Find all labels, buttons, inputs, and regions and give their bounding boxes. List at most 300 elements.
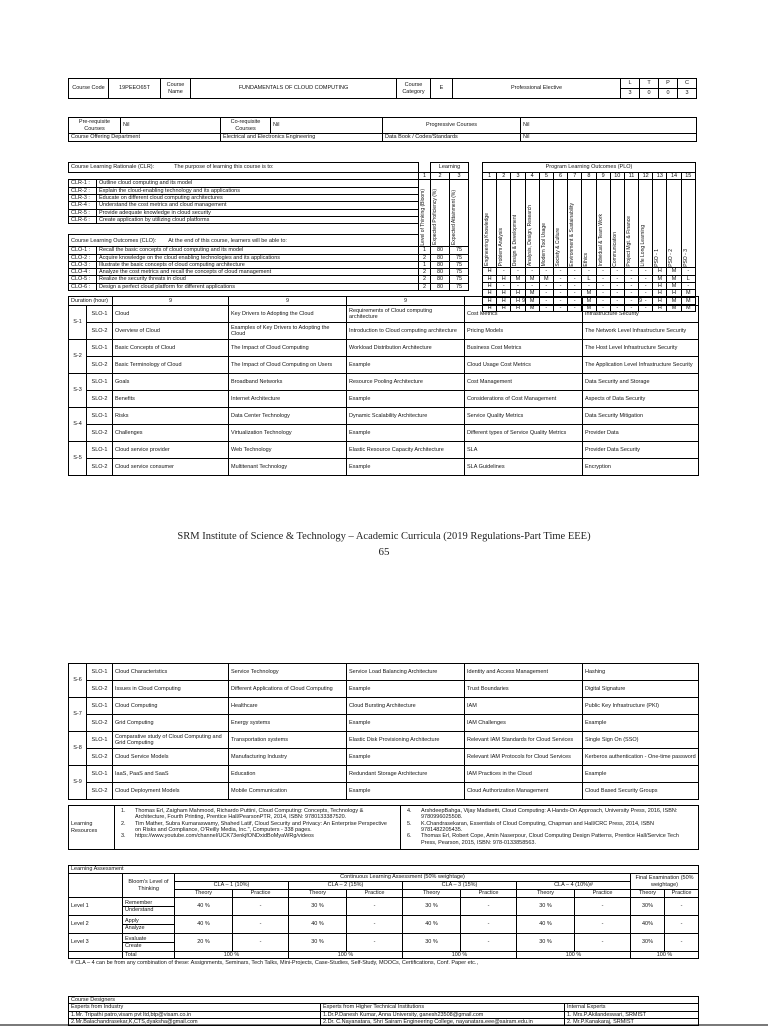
plo-value: M	[525, 290, 539, 297]
clo-level: 80	[431, 247, 450, 254]
clo-id: CLO-6 :	[69, 283, 97, 290]
bloom-level-names	[123, 934, 175, 952]
clo-level: 2	[419, 283, 431, 290]
assessment-value: -	[575, 916, 631, 934]
session-topic: Cloud Authorization Management	[465, 783, 583, 800]
plo-num: 4	[525, 173, 539, 180]
plo-head: Design & Development	[512, 215, 519, 267]
assessment-table	[68, 865, 699, 967]
assessment-value: 40 %	[403, 916, 461, 934]
learning-head: Level of Thinking (Bloom)	[420, 188, 426, 246]
plo-head-cell	[568, 180, 582, 268]
clo-level: 75	[450, 283, 469, 290]
plo-value: -	[639, 268, 653, 275]
session-topic: Provider Data Security	[583, 442, 699, 459]
session-topic: IAM Challenges	[465, 715, 583, 732]
assessment-value: 30%	[631, 934, 665, 952]
theory-label: Theory	[289, 890, 347, 898]
resource-text: Tim Mather, Subra Kumaraswamy, Shahed Latif, Cloud Security and Privacy: An Enterprise Perspective on Risks and Compliance, O'Reilly Media, Inc.", Computers - 338 pages.	[135, 820, 387, 833]
session-topic: Multitenant Technology	[229, 459, 347, 476]
bloom-name: Create	[125, 943, 142, 949]
session-topic: Key Drivers to Adopting the Cloud	[229, 306, 347, 323]
session-topic: Introduction to Cloud computing architecture	[347, 323, 465, 340]
learning-num: 1	[419, 173, 431, 180]
session-topic: Cloud Service Models	[113, 749, 229, 766]
session-topic: Example	[347, 715, 465, 732]
plo-value: -	[568, 268, 582, 275]
prereq-label: Pre-requisite Courses	[69, 118, 121, 134]
plo-head-cell	[596, 180, 610, 268]
session-topic: Cost Metrics	[465, 306, 583, 323]
plo-value: H	[653, 290, 667, 297]
clo-level: 80	[431, 254, 450, 261]
plo-value: M	[525, 304, 539, 311]
plo-value: M	[681, 290, 695, 297]
plo-value: M	[681, 304, 695, 311]
learning-head: Expected Proficiency (%)	[432, 189, 438, 246]
resources-right-list	[405, 808, 694, 846]
session-topic: Overview of Cloud	[113, 323, 229, 340]
plo-value: -	[610, 304, 624, 311]
slo-label: SLO-1	[87, 664, 113, 681]
clr-text: Understand the cost metrics and cloud management	[97, 202, 419, 209]
duration-value: 9	[347, 297, 465, 306]
plo-value: -	[596, 275, 610, 282]
session-topic: Example	[347, 783, 465, 800]
session-topic: Public Key Infrastructure (PKI)	[583, 698, 699, 715]
plo-value: -	[610, 282, 624, 289]
session-topic: Examples of Key Drivers to Adopting the Cloud	[229, 323, 347, 340]
plo-value: M	[525, 275, 539, 282]
ltpc-value: 0	[659, 89, 678, 99]
session-id: S-7	[69, 698, 87, 732]
plo-value: -	[568, 282, 582, 289]
assessment-value: -	[575, 898, 631, 916]
plo-value: -	[681, 268, 695, 275]
plo-num: 5	[539, 173, 553, 180]
plo-head-cell	[497, 180, 511, 268]
plo-value: H	[511, 297, 525, 304]
clr-title	[69, 163, 419, 173]
plo-head: PSO - 2	[668, 248, 675, 267]
practice-label: Practice	[233, 890, 289, 898]
ltpc-value: 3	[621, 89, 640, 99]
session-topic: Goals	[113, 374, 229, 391]
clo-level: 2	[419, 276, 431, 283]
plo-value: -	[511, 282, 525, 289]
clo-level: 75	[450, 254, 469, 261]
session-topic: Cloud service consumer	[113, 459, 229, 476]
plo-num: 12	[639, 173, 653, 180]
academic-label: Experts from Higher Technical Institutions	[321, 1004, 565, 1011]
plo-value: -	[539, 290, 553, 297]
plo-num: 10	[610, 173, 624, 180]
session-id: S-2	[69, 340, 87, 374]
plo-value: -	[624, 290, 638, 297]
blank	[69, 952, 123, 959]
session-topic: Cloud	[113, 306, 229, 323]
clo-level: 75	[450, 276, 469, 283]
clr-id: CLR-1 :	[69, 180, 97, 187]
assessment-value: -	[665, 898, 699, 916]
plo-num: 6	[553, 173, 567, 180]
session-topic: Aspects of Data Security	[583, 391, 699, 408]
resource-num: 4.	[407, 808, 412, 814]
plo-head-cell	[639, 180, 653, 268]
plo-head: PSO - 3	[682, 248, 689, 267]
plo-value: H	[497, 290, 511, 297]
session-topic: Example	[347, 391, 465, 408]
plo-value: H	[483, 304, 497, 311]
blank	[69, 173, 419, 180]
slo-label: SLO-2	[87, 357, 113, 374]
session-table-top	[68, 296, 699, 476]
learning-head-cell	[419, 180, 431, 247]
clo-level: 2	[419, 269, 431, 276]
session-topic: Data Center Technology	[229, 408, 347, 425]
assessment-value: -	[347, 934, 403, 952]
clo-id: CLO-2 :	[69, 254, 97, 261]
session-topic: Risks	[113, 408, 229, 425]
practice-label: Practice	[665, 890, 699, 898]
plo-value: -	[624, 304, 638, 311]
plo-title: Program Learning Outcomes (PLO)	[483, 163, 696, 173]
ltpc-value: 3	[678, 89, 697, 99]
plo-value: -	[582, 282, 596, 289]
plo-value: H	[653, 282, 667, 289]
session-topic: The Impact of Cloud Computing	[229, 340, 347, 357]
session-id: S-6	[69, 664, 87, 698]
session-topic: Issues in Cloud Computing	[113, 681, 229, 698]
plo-value: -	[596, 290, 610, 297]
coreq-label: Co-requisite Courses	[221, 118, 271, 134]
session-id: S-1	[69, 306, 87, 340]
practice-label: Practice	[347, 890, 403, 898]
plo-value: M	[667, 282, 681, 289]
clo-id: CLO-4 :	[69, 269, 97, 276]
clo-level: 80	[431, 269, 450, 276]
theory-label: Theory	[175, 890, 233, 898]
duration-label: Duration (hour)	[69, 297, 113, 306]
plo-head: PSO - 1	[654, 248, 661, 267]
session-id: S-3	[69, 374, 87, 408]
plo-value: -	[610, 275, 624, 282]
plo-value: -	[553, 290, 567, 297]
assessment-value: -	[461, 898, 517, 916]
coreq-value: Nil	[271, 118, 383, 134]
plo-value: M	[667, 297, 681, 304]
plo-value: -	[539, 304, 553, 311]
clo-text: Design a perfect cloud platform for different applications	[97, 283, 419, 290]
plo-table	[482, 162, 696, 312]
session-topic: Different Applications of Cloud Computing	[229, 681, 347, 698]
session-topic: Cloud Computing	[113, 698, 229, 715]
slo-label: SLO-1	[87, 306, 113, 323]
clo-text: Realize the security threats in cloud	[97, 276, 419, 283]
session-topic: Cost Management	[465, 374, 583, 391]
bloom-level-names	[123, 916, 175, 934]
plo-num: 2	[497, 173, 511, 180]
plo-value: -	[610, 297, 624, 304]
plo-value: H	[483, 290, 497, 297]
session-topic: Service Load Balancing Architecture	[347, 664, 465, 681]
session-topic: Requirements of Cloud computing architecture	[347, 306, 465, 323]
bloom-name: Evaluate	[123, 936, 174, 943]
assessment-value: -	[665, 934, 699, 952]
theory-label: Theory	[631, 890, 665, 898]
prerequisite-table	[68, 117, 697, 142]
resource-num: 3.	[121, 833, 126, 840]
slo-label: SLO-1	[87, 408, 113, 425]
bloom-name: Understand	[125, 907, 154, 913]
plo-value: M	[681, 297, 695, 304]
plo-value: H	[483, 297, 497, 304]
session-topic: The Application Level Infrastructure Security	[583, 357, 699, 374]
plo-value: M	[667, 304, 681, 311]
slo-label: SLO-1	[87, 766, 113, 783]
bloom-label: Bloom's Level of Thinking	[123, 874, 175, 898]
clo-level: 75	[450, 269, 469, 276]
plo-head: Individual & Team Work	[597, 213, 604, 267]
plo-head-cell	[582, 180, 596, 268]
learning-head-cell	[431, 180, 450, 247]
session-topic: Basic Concepts of Cloud	[113, 340, 229, 357]
clo-text: Acquire knowledge on the cloud enabling technologies and its applications	[97, 254, 419, 261]
session-topic: Example	[347, 681, 465, 698]
assessment-value: -	[461, 934, 517, 952]
session-topic: Dynamic Scalability Architecture	[347, 408, 465, 425]
plo-value: -	[639, 297, 653, 304]
total-label: Total	[123, 952, 175, 959]
designers-table	[68, 996, 699, 1026]
plo-value: -	[539, 297, 553, 304]
cla-label: CLA – 1 (10%)	[175, 882, 289, 890]
plo-value: -	[553, 268, 567, 275]
session-topic: Relevant IAM Standards for Cloud Services	[465, 732, 583, 749]
course-code-label: Course Code	[69, 79, 109, 99]
plo-num: 3	[511, 173, 525, 180]
session-topic: Service Technology	[229, 664, 347, 681]
course-header-table	[68, 78, 697, 99]
clo-level: 1	[419, 247, 431, 254]
resource-num: 6.	[407, 833, 412, 840]
clo-level: 1	[419, 261, 431, 268]
session-topic: Example	[583, 715, 699, 732]
plo-head: Engineering Knowledge	[484, 213, 490, 267]
learning-resources	[68, 805, 699, 850]
session-topic: Mobile Communication	[229, 783, 347, 800]
plo-head-cell	[610, 180, 624, 268]
slo-label: SLO-1	[87, 698, 113, 715]
resource-text: K.Chandrasekaran, Essentials of Cloud Computing, Chapman and Hall/CRC Press, 2014, ISBN 9781482205435.	[421, 820, 654, 833]
course-code: 19PEEO65T	[109, 79, 161, 99]
plo-value: -	[596, 282, 610, 289]
plo-value: -	[568, 290, 582, 297]
session-topic: Grid Computing	[113, 715, 229, 732]
session-table-bottom	[68, 663, 699, 800]
session-topic: Internet Architecture	[229, 391, 347, 408]
plo-num: 11	[624, 173, 638, 180]
clo-text: Analyze the cost metrics and recall the concepts of cloud management	[97, 269, 419, 276]
clo-id: CLO-1 :	[69, 247, 97, 254]
level-label: Level 3	[69, 934, 123, 952]
plo-value: -	[639, 282, 653, 289]
databook-value: Nil	[521, 134, 697, 142]
progressive-label: Progressive Courses	[383, 118, 521, 134]
clo-level: 75	[450, 247, 469, 254]
clr-text: Explain the cloud-enabling technology and its applications	[97, 187, 419, 194]
clo-level: 75	[450, 261, 469, 268]
industry-expert: 2.Mr.Balachandrasekar,K,CTS,dyaksha@gmail.com	[69, 1018, 321, 1025]
clr-id: CLR-5 :	[69, 209, 97, 216]
slo-label: SLO-2	[87, 459, 113, 476]
plo-value: -	[553, 282, 567, 289]
plo-value: -	[582, 268, 596, 275]
plo-value: M	[525, 297, 539, 304]
session-topic: Trust Boundaries	[465, 681, 583, 698]
plo-value: -	[596, 268, 610, 275]
session-topic: Basic Terminology of Cloud	[113, 357, 229, 374]
clo-level: 80	[431, 283, 450, 290]
session-topic: IAM Practices in the Cloud	[465, 766, 583, 783]
clo-level: 2	[419, 254, 431, 261]
clr-clo-table	[68, 162, 469, 291]
course-category-label: Course Category	[397, 79, 431, 99]
resource-num: 1.	[121, 808, 126, 814]
internal-label: Internal Experts	[565, 1004, 699, 1011]
assessment-value: 20 %	[175, 934, 233, 952]
clr-text: Outline cloud computing and its model	[97, 180, 419, 187]
plo-num: 8	[582, 173, 596, 180]
slo-label: SLO-1	[87, 374, 113, 391]
resources-left-list	[119, 808, 396, 840]
academic-expert: 1.Dr.P.Danesh Kumar, Anna University, ganesh23508@gmail.com	[321, 1011, 565, 1018]
final-title: Final Examination (50% weightage)	[631, 874, 699, 890]
session-topic: Cloud Based Security Groups	[583, 783, 699, 800]
plo-head-cell	[539, 180, 553, 268]
session-topic: Example	[347, 459, 465, 476]
session-topic: Web Technology	[229, 442, 347, 459]
course-name: FUNDAMENTALS OF CLOUD COMPUTING	[191, 79, 397, 99]
plo-num: 1	[483, 173, 497, 180]
course-name-label: Course Name	[161, 79, 191, 99]
resource-text: ArshdeepBahga, Vijay Madisetti, Cloud Computing: A Hands-On Approach, University Press, 2016, ISBN: 9780996025508.	[421, 808, 678, 821]
plo-value: -	[539, 282, 553, 289]
assessment-value: -	[347, 916, 403, 934]
plo-value: -	[497, 282, 511, 289]
ltpc-value: 0	[640, 89, 659, 99]
progressive-value: Nil	[521, 118, 697, 134]
duration-value: 9	[113, 297, 229, 306]
total-value: 100 %	[175, 952, 289, 959]
course-category: E	[431, 79, 453, 99]
assessment-value: 30 %	[289, 898, 347, 916]
cla-title: Continuous Learning Assessment (50% weightage)	[175, 874, 631, 882]
session-topic: Pricing Models	[465, 323, 583, 340]
assessment-value: 30 %	[517, 898, 575, 916]
plo-value: -	[624, 268, 638, 275]
plo-value: -	[553, 275, 567, 282]
plo-value: -	[624, 275, 638, 282]
assessment-value: 40 %	[175, 916, 233, 934]
session-topic: Healthcare	[229, 698, 347, 715]
plo-head-cell	[653, 180, 667, 268]
designers-title: Course Designers	[69, 997, 699, 1004]
theory-label: Theory	[517, 890, 575, 898]
session-topic: Example	[347, 357, 465, 374]
session-topic: Broadband Networks	[229, 374, 347, 391]
session-id: S-9	[69, 766, 87, 800]
plo-value: -	[624, 297, 638, 304]
assessment-note: # CLA – 4 can be from any combination of these: Assignments, Seminars, Tech Talks, Mini-Projects, Case-Studies, Self-Study, MOOCs, Certifications, Conf. Paper etc.,	[70, 959, 478, 966]
session-topic: Single Sign On (SSO)	[583, 732, 699, 749]
resources-label: Learning Resources	[69, 806, 115, 850]
plo-value: -	[497, 268, 511, 275]
slo-label: SLO-2	[87, 715, 113, 732]
assessment-value: 30 %	[403, 898, 461, 916]
plo-value: M	[511, 275, 525, 282]
session-topic: Comparative study of Cloud Computing and Grid Computing	[113, 732, 229, 749]
plo-value: -	[639, 275, 653, 282]
slo-label: SLO-1	[87, 732, 113, 749]
slo-label: SLO-2	[87, 323, 113, 340]
practice-label: Practice	[461, 890, 517, 898]
plo-value: M	[582, 304, 596, 311]
clo-header	[69, 235, 419, 247]
assessment-value: -	[347, 898, 403, 916]
assessment-value: 40 %	[175, 898, 233, 916]
prereq-value: Nil	[121, 118, 221, 134]
practice-label: Practice	[575, 890, 631, 898]
plo-value: -	[610, 290, 624, 297]
plo-num: 9	[596, 173, 610, 180]
plo-head: Ethics	[583, 252, 590, 267]
level-label: Level 1	[69, 898, 123, 916]
session-topic: Example	[347, 749, 465, 766]
ltpc-label: C	[678, 79, 697, 89]
department-value: Electrical and Electronics Engineering	[221, 134, 383, 142]
session-topic: IaaS, PaaS and SaaS	[113, 766, 229, 783]
plo-value: H	[497, 297, 511, 304]
plo-num: 15	[681, 173, 695, 180]
clo-level: 80	[431, 276, 450, 283]
plo-value: M	[582, 297, 596, 304]
plo-value: H	[511, 304, 525, 311]
industry-label: Experts from Industry	[69, 1004, 321, 1011]
learning-num: 2	[431, 173, 450, 180]
plo-value: H	[483, 282, 497, 289]
session-topic: Redundant Storage Architecture	[347, 766, 465, 783]
clr-text: Educate on different cloud computing architectures	[97, 194, 419, 201]
clr-id: CLR-4 :	[69, 202, 97, 209]
slo-label: SLO-2	[87, 425, 113, 442]
plo-value: H	[483, 275, 497, 282]
session-id: S-8	[69, 732, 87, 766]
session-topic: SLA	[465, 442, 583, 459]
plo-head-cell	[525, 180, 539, 268]
page-number: 65	[378, 546, 390, 558]
assessment-value: 40 %	[289, 916, 347, 934]
plo-head: Society & Culture	[554, 227, 561, 267]
duration-value: 9	[583, 297, 699, 306]
session-topic: Example	[583, 766, 699, 783]
plo-value: H	[653, 304, 667, 311]
plo-value: M	[653, 275, 667, 282]
session-topic: Energy systems	[229, 715, 347, 732]
session-topic: Cloud service provider	[113, 442, 229, 459]
elective-type: Professional Elective	[453, 79, 621, 99]
learning-head-cell	[450, 180, 469, 247]
